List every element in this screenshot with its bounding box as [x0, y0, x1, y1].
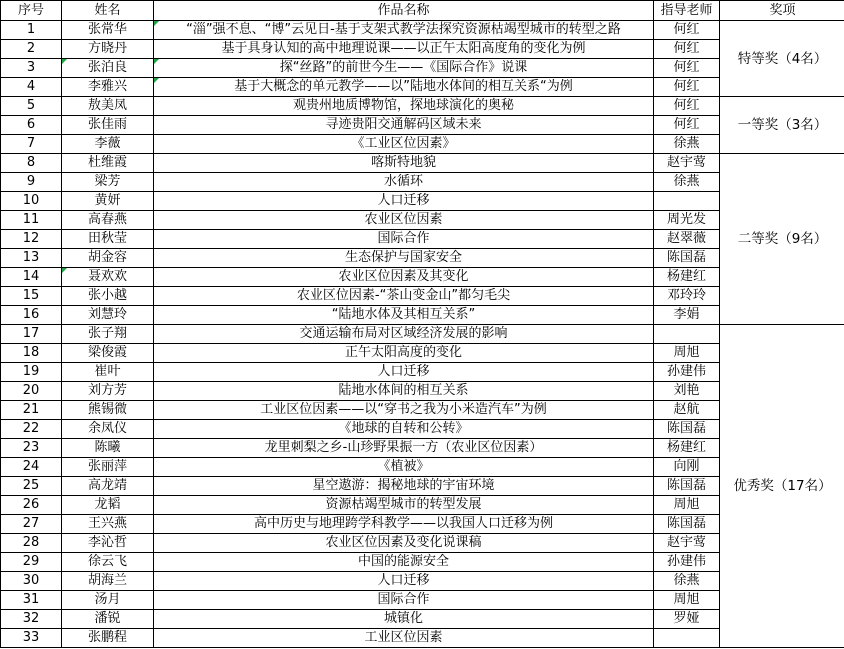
row-teacher: 周旭 [654, 344, 720, 363]
row-no: 25 [1, 477, 62, 496]
row-no: 15 [1, 287, 62, 306]
table-row [1, 515, 844, 534]
row-name: 余凤仪 [62, 420, 154, 439]
table-row [1, 591, 844, 610]
row-no: 29 [1, 553, 62, 572]
table-row [1, 21, 844, 40]
row-no: 27 [1, 515, 62, 534]
table-row [1, 173, 844, 192]
row-work: 《地球的自转和公转》 [154, 420, 654, 439]
table-row [1, 154, 844, 173]
row-teacher: 邓玲玲 [654, 287, 720, 306]
row-name: 徐云飞 [62, 553, 154, 572]
row-name: 陈曦 [62, 439, 154, 458]
row-no: 21 [1, 401, 62, 420]
row-teacher: 何红 [654, 21, 720, 40]
table-row [1, 230, 844, 249]
row-no: 3 [1, 59, 62, 78]
row-work: 资源枯竭型城市的转型发展 [154, 496, 654, 515]
row-work: 农业区位因素-“茶山变金山”都匀毛尖 [154, 287, 654, 306]
row-name: 张小越 [62, 287, 154, 306]
row-name: 刘慧玲 [62, 306, 154, 325]
row-teacher: 赵翠薇 [654, 230, 720, 249]
row-name: 熊锡微 [62, 401, 154, 420]
table-row [1, 78, 844, 97]
table-row [1, 325, 844, 344]
row-teacher: 孙建伟 [654, 363, 720, 382]
row-work: 人口迁移 [154, 192, 654, 211]
table-row [1, 344, 844, 363]
row-work: 农业区位因素及变化说课稿 [154, 534, 654, 553]
row-no: 16 [1, 306, 62, 325]
row-no: 26 [1, 496, 62, 515]
award-cell: 特等奖（4名） [720, 21, 844, 97]
row-work: 高中历史与地理跨学科教学——以我国人口迁移为例 [154, 515, 654, 534]
row-name: 胡海兰 [62, 572, 154, 591]
row-no: 6 [1, 116, 62, 135]
row-name: 高春燕 [62, 211, 154, 230]
row-work: “淄”强不息、“博”云见日-基于支架式教学法探究资源枯竭型城市的转型之路 [154, 21, 654, 40]
row-work: 农业区位因素 [154, 211, 654, 230]
row-no: 32 [1, 610, 62, 629]
row-teacher: 陈国磊 [654, 249, 720, 268]
row-teacher: 赵宇莺 [654, 534, 720, 553]
row-name: 聂欢欢 [62, 268, 154, 287]
row-no: 31 [1, 591, 62, 610]
row-name: 高龙靖 [62, 477, 154, 496]
row-name: 张泊良 [62, 59, 154, 78]
row-name: 张佳雨 [62, 116, 154, 135]
row-name: 崔叶 [62, 363, 154, 382]
row-no: 30 [1, 572, 62, 591]
row-name: 李薇 [62, 135, 154, 154]
row-teacher [654, 192, 720, 211]
row-work: 寻迹贵阳交通解码区域未来 [154, 116, 654, 135]
row-work: 国际合作 [154, 230, 654, 249]
row-work: 探“丝路”的前世今生——《国际合作》说课 [154, 59, 654, 78]
table-row [1, 439, 844, 458]
table-row [1, 116, 844, 135]
row-no: 18 [1, 344, 62, 363]
row-no: 2 [1, 40, 62, 59]
table-row [1, 211, 844, 230]
row-name: 梁俊霞 [62, 344, 154, 363]
row-work: 陆地水体间的相互关系 [154, 382, 654, 401]
row-teacher: 向刚 [654, 458, 720, 477]
row-no: 7 [1, 135, 62, 154]
row-no: 10 [1, 192, 62, 211]
row-no: 8 [1, 154, 62, 173]
row-teacher: 周旭 [654, 591, 720, 610]
row-teacher: 杨建红 [654, 439, 720, 458]
row-name: 张子翔 [62, 325, 154, 344]
row-no: 9 [1, 173, 62, 192]
award-cell: 优秀奖（17名） [720, 325, 844, 648]
header-award: 奖项 [720, 1, 844, 21]
row-teacher [654, 629, 720, 648]
row-teacher: 何红 [654, 59, 720, 78]
row-teacher: 赵航 [654, 401, 720, 420]
row-no: 24 [1, 458, 62, 477]
row-work: 《工业区位因素》 [154, 135, 654, 154]
award-cell: 二等奖（9名） [720, 154, 844, 325]
row-no: 20 [1, 382, 62, 401]
table-row [1, 192, 844, 211]
row-work: 龙里刺梨之乡-山珍野果振一方（农业区位因素） [154, 439, 654, 458]
row-teacher: 何红 [654, 40, 720, 59]
row-no: 4 [1, 78, 62, 97]
row-teacher: 何红 [654, 97, 720, 116]
row-teacher: 周光发 [654, 211, 720, 230]
row-teacher: 陈国磊 [654, 477, 720, 496]
row-teacher: 罗娅 [654, 610, 720, 629]
row-work: 交通运输布局对区域经济发展的影响 [154, 325, 654, 344]
row-teacher: 周旭 [654, 496, 720, 515]
row-teacher: 刘艳 [654, 382, 720, 401]
table-row [1, 363, 844, 382]
row-name: 李雅兴 [62, 78, 154, 97]
row-no: 12 [1, 230, 62, 249]
table-row [1, 382, 844, 401]
row-work: 人口迁移 [154, 363, 654, 382]
row-name: 汤月 [62, 591, 154, 610]
header-work: 作品名称 [154, 1, 654, 21]
row-no: 28 [1, 534, 62, 553]
row-name: 龙韬 [62, 496, 154, 515]
row-teacher: 赵宇莺 [654, 154, 720, 173]
row-no: 5 [1, 97, 62, 116]
table-row [1, 477, 844, 496]
row-work: 城镇化 [154, 610, 654, 629]
table-row [1, 553, 844, 572]
row-name: 张常华 [62, 21, 154, 40]
row-work: 星空遨游：揭秘地球的宇宙环境 [154, 477, 654, 496]
row-teacher: 徐燕 [654, 572, 720, 591]
row-teacher: 何红 [654, 116, 720, 135]
row-name: 李沁哲 [62, 534, 154, 553]
table-row [1, 287, 844, 306]
row-name: 王兴燕 [62, 515, 154, 534]
row-work: 观贵州地质博物馆，探地球演化的奥秘 [154, 97, 654, 116]
table-row [1, 629, 844, 648]
row-work: 正午太阳高度的变化 [154, 344, 654, 363]
row-name: 张丽萍 [62, 458, 154, 477]
table-row [1, 40, 844, 59]
row-teacher: 孙建伟 [654, 553, 720, 572]
row-work: 中国的能源安全 [154, 553, 654, 572]
row-teacher: 何红 [654, 78, 720, 97]
header-name: 姓名 [62, 1, 154, 21]
row-name: 杜维霞 [62, 154, 154, 173]
row-name: 胡金容 [62, 249, 154, 268]
row-name: 田秋莹 [62, 230, 154, 249]
row-work: 喀斯特地貌 [154, 154, 654, 173]
row-no: 33 [1, 629, 62, 648]
row-work: 工业区位因素——以“穿书之我为小米造汽车”为例 [154, 401, 654, 420]
table-row [1, 401, 844, 420]
row-no: 11 [1, 211, 62, 230]
table-row [1, 572, 844, 591]
header-teacher: 指导老师 [654, 1, 720, 21]
row-name: 刘方芳 [62, 382, 154, 401]
row-no: 17 [1, 325, 62, 344]
table-row [1, 496, 844, 515]
table-row [1, 306, 844, 325]
row-work: 工业区位因素 [154, 629, 654, 648]
table-row [1, 97, 844, 116]
row-teacher: 陈国磊 [654, 515, 720, 534]
row-work: 水循环 [154, 173, 654, 192]
row-work: 《植被》 [154, 458, 654, 477]
row-teacher: 徐燕 [654, 135, 720, 154]
row-no: 19 [1, 363, 62, 382]
row-no: 1 [1, 21, 62, 40]
table-row [1, 534, 844, 553]
row-work: 国际合作 [154, 591, 654, 610]
table-row [1, 59, 844, 78]
header-row [1, 1, 844, 21]
table-row [1, 420, 844, 439]
row-work: 基于大概念的单元教学——以”陆地水体间的相互关系“为例 [154, 78, 654, 97]
row-work: 人口迁移 [154, 572, 654, 591]
row-teacher: 李娟 [654, 306, 720, 325]
row-work: 基于具身认知的高中地理说课——以正午太阳高度角的变化为例 [154, 40, 654, 59]
row-work: 农业区位因素及其变化 [154, 268, 654, 287]
row-name: 张鹏程 [62, 629, 154, 648]
table-row [1, 610, 844, 629]
row-name: 黄妍 [62, 192, 154, 211]
row-name: 方晓丹 [62, 40, 154, 59]
row-no: 13 [1, 249, 62, 268]
row-work: “陆地水体及其相互关系” [154, 306, 654, 325]
header-no: 序号 [1, 1, 62, 21]
row-teacher [654, 325, 720, 344]
row-teacher: 杨建红 [654, 268, 720, 287]
row-no: 22 [1, 420, 62, 439]
table-row [1, 135, 844, 154]
row-teacher: 陈国磊 [654, 420, 720, 439]
row-name: 潘锐 [62, 610, 154, 629]
table-row [1, 458, 844, 477]
row-name: 敖美凤 [62, 97, 154, 116]
table-row [1, 268, 844, 287]
row-name: 梁芳 [62, 173, 154, 192]
row-work: 生态保护与国家安全 [154, 249, 654, 268]
row-teacher: 徐燕 [654, 173, 720, 192]
row-no: 23 [1, 439, 62, 458]
award-cell: 一等奖（3名） [720, 97, 844, 154]
table-row [1, 249, 844, 268]
row-no: 14 [1, 268, 62, 287]
